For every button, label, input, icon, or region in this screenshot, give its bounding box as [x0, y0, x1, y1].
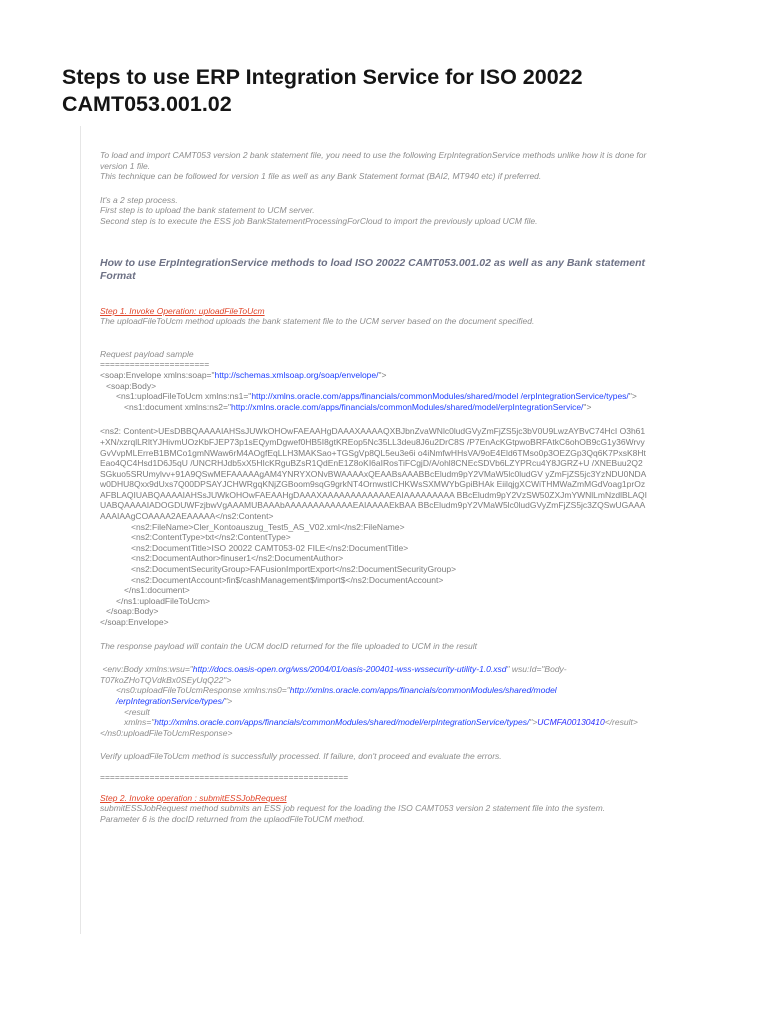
process-line-3: Second step is to execute the ESS job BankStatementProcessingForCloud to import the previously upload UCM file. [100, 215, 538, 226]
field-document-author: <ns2:DocumentAuthor>finuser1</ns2:DocumentAuthor> [131, 553, 344, 564]
document-content [100, 126, 648, 824]
step2-parameter-note: Parameter 6 is the docID returned from the uplaodFileToUCM method. [100, 813, 365, 824]
field-document-title: <ns2:DocumentTitle>ISO 20022 CAMT053-02 FILE</ns2:DocumentTitle> [131, 542, 409, 553]
page-title: Steps to use ERP Integration Service for ISO 20022 CAMT053.001.02 [62, 65, 583, 116]
soap-envelope-open [100, 370, 648, 381]
code-text: " wsu:Id="Body-T07koZHoTQVdkBx0SEyUqQ22"> [100, 664, 567, 685]
response-note: The response payload will contain the UCM docID returned for the file uploaded to UCM in the result [100, 640, 478, 651]
code-text: <soap:Envelope xmlns:soap=" [100, 369, 215, 380]
code-text: <env:Body xmlns:wsu=" [102, 664, 193, 675]
field-document-account: <ns2:DocumentAccount>fin$/cashManagement$/import$</ns2:DocumentAccount> [131, 574, 444, 585]
field-filename: <ns2:FileName>Cler_Kontoauszug_Test5_AS_V02.xml</ns2:FileName> [131, 521, 405, 532]
response-element-close: </ns0:uploadFileToUcmResponse> [100, 727, 233, 738]
document-element-close: </ns1:document> [124, 585, 190, 596]
step1-heading-link[interactable]: Step 1. Invoke Operation: uploadFileToUcm [100, 305, 265, 316]
code-text: "> [628, 391, 637, 402]
upload-namespace-link[interactable]: http://xmlns.oracle.com/apps/financials/commonModules/shared/model /erpIntegrationService/types/ [251, 391, 629, 402]
field-content-type: <ns2:ContentType>txt</ns2:ContentType> [131, 532, 291, 543]
upload-element-close: </ns1:uploadFileToUcm> [116, 595, 211, 606]
response-body-open [100, 664, 648, 685]
upload-element-open [100, 391, 648, 402]
soap-body-close: </soap:Body> [106, 606, 159, 617]
step2-heading-link[interactable]: Step 2. Invoke operation : submitESSJobRequest [100, 792, 287, 803]
code-text: <ns0:uploadFileToUcmResponse xmlns:ns0=" [116, 685, 290, 696]
step1-description: The uploadFileToUcm method uploads the bank statement file to the UCM server based on the document specified. [100, 316, 535, 327]
field-security-group: <ns2:DocumentSecurityGroup>FAFusionImportExport</ns2:DocumentSecurityGroup> [131, 564, 457, 575]
response-namespace-link[interactable]: http://xmlns.oracle.com/apps/financials/commonModules/shared/model /erpIntegrationService/types/ [116, 685, 557, 706]
code-text: <ns1:document xmlns:ns2=" [124, 401, 231, 412]
envelope-namespace-link[interactable]: http://schemas.xmlsoap.org/soap/envelope/ [214, 369, 379, 380]
response-wsu-link[interactable]: http://docs.oasis-open.org/wss/2004/01/oasis-200401-wss-wssecurity-utility-1.0.xsd [192, 664, 507, 675]
soap-envelope-close: </soap:Envelope> [100, 617, 169, 627]
separator-short: ====================== [100, 359, 210, 370]
code-text: <result xmlns=" [124, 706, 155, 728]
process-line-1: It's a 2 step process. [100, 194, 178, 205]
result-docid-value: UCMFA00130410 [537, 717, 605, 728]
code-text: "> [529, 717, 538, 728]
soap-body-open: <soap:Body> [106, 380, 157, 391]
intro-line-1: To load and import CAMT053 version 2 bank statement file, you need to use the following ErpIntegrationService methods unlike how it is done for version 1 file. [100, 150, 647, 171]
code-text: </result> [604, 717, 638, 728]
request-payload-label: Request payload sample [100, 348, 194, 359]
verify-note: Verify uploadFileToUcm method is successfully processed. If failure, don't proceed and evaluate the errors. [100, 751, 502, 762]
code-text: "> [583, 401, 592, 412]
document-namespace-link[interactable]: http://xmlns.oracle.com/apps/financials/commonModules/shared/model/erpIntegrationService/ [230, 401, 584, 412]
intro-line-2: This technique can be followed for version 1 file as well as any Bank Statement format (BAI2, MT940 etc) if preferred. [100, 171, 542, 182]
step2-description: submitESSJobRequest method submits an ESS job request for the loading the ISO CAMT053 version 2 statement file into the system. [100, 803, 606, 814]
process-line-2: First step is to upload the bank statement to UCM server. [100, 205, 315, 216]
code-text: "> [378, 369, 387, 380]
document-element-open [100, 402, 648, 413]
code-text: "> [224, 695, 233, 706]
document-body [80, 126, 687, 934]
response-result-line [100, 707, 648, 728]
result-namespace-link[interactable]: http://xmlns.oracle.com/apps/financials/commonModules/shared/model/erpIntegrationService/types/ [154, 717, 530, 728]
separator-long: ================================================== [100, 771, 349, 782]
response-element-open [100, 685, 648, 706]
content-base64-block: <ns2: Content>UEsDBBQAAAAIAHSsJUWkOHOwFAEAAHgDAAAXAAAAQXBJbnZvaWNlc0ludGVyZmFjZS5jc3bV0U9LwzAYBvC74HcI O3h61+XN/xzrqlLRltYJHivmUOzKbFJEP73p1sEQymDgwef0HB5I8gtKREop5Nc35LL3deu8J6u2DrC8S /P7EnAcKGtpwoBRFAtkC6ohOB9cG1y36WrvyGvVvpMLErreB1BMCo1gmNWaw6rM4AOgfEqLLH3MAKSao+TGSgVp8QL5eu3e6i o4iNmfwHHsVA/9oE4Eld6TMso0p3OEZGp3Qq6K7PxsK8HtEao4QC4Hsd1D6J5qU /UNCRHJdb5xX5HIcKRguBZsR1QdEnE1Z8oKI6aIRosTiFCgjD/A/ohl8CNEcSDVb6LZYPRcu4Y8JGRZ+U /XNEBuu2Q2SGkuo5SRUmylvv+91A9QSwMEFAAAAAgAM4YNRYXONvBWAAAAxQEAABsAAABBcEludm9pY2VMaW5lc0ludGV yZmFjZS5jc3YzNDU0NDAw0DHU8Qxx9dUxs7Q00DPSAYJCHWRgqKNjZGBoom9sqG9grkNT4OrnwstICHKWsSXMWYbGpiBHAk EiilqjgXCWiTHMWaZmMGdVoag1prOzAFBLAQIUABQAAAAIAHSsJUWkOHOwFAEAAHgDAAAXAAAAAAAAAAAAEAIAAAAAAAAA BBcEludm9pY2VzSW50ZXJmYWNlLmNzdlBLAQIUABQAAAAIADOGDUWFzjbwVgAAAMUBAAAbAAAAAAAAAAAAEAIAAAAEkBAA BBcEludm9pY2VMaW5lc0ludGVyZmFjZS5jc3ZQSwUGAAAAAAIAAgCOAAAA2AEAAAAA</ns2:Content> [100, 426, 648, 522]
code-text: <ns1:uploadFileToUcm xmlns:ns1=" [116, 391, 252, 402]
section-subheading: How to use ErpIntegrationService methods to load ISO 20022 CAMT053.001.02 as well as any Bank statement Format [100, 256, 646, 283]
